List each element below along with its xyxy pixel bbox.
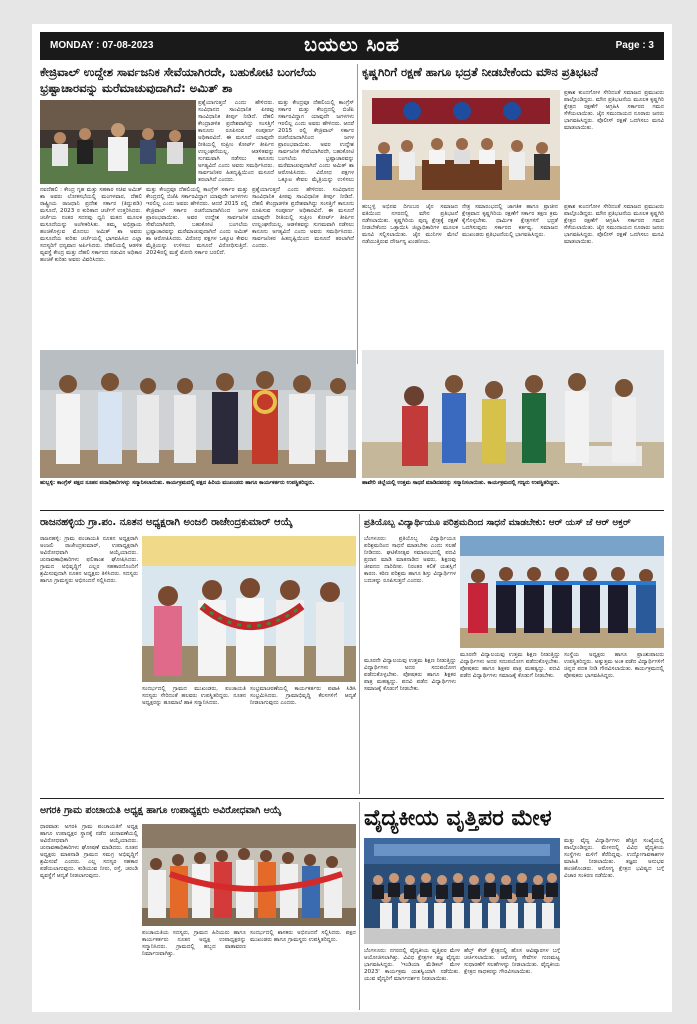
krishnagiri-headline: ಕೃಷ್ಣಗಿರಿಗೆ ರಕ್ಷಣೆ ಹಾಗೂ ಭದ್ರತೆ ನೀಡಬೇಕೆಂದು ಮೌನ ಪ್ರತಿಭಟನೆ bbox=[362, 65, 598, 79]
issue-date: MONDAY : 07-08-2023 bbox=[50, 40, 154, 51]
anjali-photo bbox=[142, 536, 356, 682]
krishnagiri-text-col2: ನೇತ್ರ ಸಮಾರಂಭದಲ್ಲಿ ಜಾಗತಿಕ ಹಾಗೂ ಪ್ರಾಚೀನ ಕ್ಷೇತ್ರವಾದ ಕೃಷ್ಣಗಿರಿಯ ರಕ್ಷಣೆಗೆ ಸರ್ಕಾರ ತಕ್ಷಣ ಕ್ರಮ ಕೈಗೊಳ್ಳಬೇಕು. ಧಾರ್ಮಿಕ ಕ್ಷೇತ್ರಗಳಿಗೆ ಭದ್ರತೆ ಒದಗಿಸುವುದು ಸರ್ಕಾರದ ಕರ್ತವ್ಯ. ಸಮಾಜದ ಮುಖಂಡರು ಪ್ರತಿಭಟನೆಯಲ್ಲಿ ಭಾಗವಹಿಸಿದ್ದರು. bbox=[462, 204, 558, 238]
page-number: Page : 3 bbox=[615, 40, 654, 51]
section-divider-2 bbox=[40, 798, 664, 799]
kejriwal-text-top-2: ಮತ್ತು ಕೇಂದ್ರವೂ ದೆಹಲಿಯಲ್ಲಿ ಕಾಂಗ್ರೆಸ್ ಸರ್ಕಾರ ಮತ್ತು ಕೇಂದ್ರದಲ್ಲಿ ಬಿಜೆಪಿ ಸರ್ಕಾರವಿದ್ದಾಗ ಯಾವುದೇ ಜಗಳಗಳು ಇರಲಿಲ್ಲ ಎಂದು ಅವರು ಹೇಳಿದರು. ಆದರೆ 2015 ರಲ್ಲಿ ಕೇಜ್ರಿವಾಲ್ ಸರ್ಕಾರ ರಚನೆಯಾದಾಗಿನಿಂದ ಜಗಳ ಪ್ರಾರಂಭವಾಯಿತು. ಅವರ ಉದ್ದೇಶ ಸಾರ್ವಜನಿಕ ಸೇವೆಯಾಗಿರದೇ, ಬಹುಕೋಟಿ ಬಂಗಲೆಯ ಭ್ರಷ್ಟಾಚಾರವನ್ನು ಮರೆಮಾಚುವುದಾಗಿದೆ ಎಂದು ಅಮಿತ್ ಶಾ ಆರೋಪಿಸಿದರು. ವಿರೋಧ ಪಕ್ಷಗಳ ಒಕ್ಕೂಟ ಕೇವಲ ಮೈತ್ರಿಯನ್ನು ಉಳಿಸಲು bbox=[278, 100, 354, 183]
agaraki-text-col2: ಪಂಚಾಯತಿಯ ಸದಸ್ಯರು, ಗ್ರಾಮದ ಹಿರಿಯರು ಹಾಗೂ ಕಾರ್ಯಕರ್ತರು ನೂತನ ಅಧ್ಯಕ್ಷ ಉಪಾಧ್ಯಕ್ಷರನ್ನು ಸನ್ಮಾನಿಸಿದರು. ಗ್ರಾಮದಲ್ಲಿ ಹಬ್ಬದ ವಾತಾವರಣ ನಿರ್ಮಾಣವಾಗಿತ್ತು. bbox=[142, 930, 246, 957]
column-divider bbox=[357, 64, 358, 364]
pratibha-photo bbox=[460, 536, 664, 648]
kejriwal-headline: ಕೇಜ್ರಿವಾಲ್ ಉದ್ದೇಶ ಸಾರ್ವಜನಿಕ ಸೇವೆಯಾಗಿರದೇ, ಬಹುಕೋಟಿ ಬಂಗಲೆಯ ಭ್ರಷ್ಟಾಚಾರವನ್ನು ಮರೆಮಾಚುವುದಾಗಿದೆ: ಅಮಿತ್ ಶಾ bbox=[40, 65, 317, 95]
pratibha-text-col1b: ಮೂರನೇ ವಿದ್ಯಾಲಯವು ಉತ್ತಮ ಶಿಕ್ಷಣ ನೀಡುತ್ತಿದ್ದು ವಿದ್ಯಾರ್ಥಿಗಳು ಅದರ ಸದುಪಯೋಗ ಪಡೆದುಕೊಳ್ಳಬೇಕು. ಪೋಷಕರು ಹಾಗೂ ಶಿಕ್ಷಕರ ಪಾತ್ರ ಮಹತ್ವದ್ದು. ಪದವಿ ಪಡೆದ ವಿದ್ಯಾರ್ಥಿಗಳು ಸಮಾಜಕ್ಕೆ ಕೊಡುಗೆ ನೀಡಬೇಕು. bbox=[364, 658, 456, 692]
pratibha-text-col2: ಮೂರನೇ ವಿದ್ಯಾಲಯವು ಉತ್ತಮ ಶಿಕ್ಷಣ ನೀಡುತ್ತಿದ್ದು ವಿದ್ಯಾರ್ಥಿಗಳು ಅದರ ಸದುಪಯೋಗ ಪಡೆದುಕೊಳ್ಳಬೇಕು. ಪೋಷಕರು ಹಾಗೂ ಶಿಕ್ಷಕರ ಪಾತ್ರ ಮಹತ್ವದ್ದು. ಪದವಿ ಪಡೆದ ವಿದ್ಯಾರ್ಥಿಗಳು ಸಮಾಜಕ್ಕೆ ಕೊಡುಗೆ ನೀಡಬೇಕು. bbox=[460, 652, 560, 679]
caption-right: ಹಾವೇರಿ ಜಿಲ್ಲೆಯಲ್ಲಿ ಉತ್ತಮ ಸಾಧನೆ ಮಾಡಿದವರನ್ನು ಸನ್ಮಾನಿಸಲಾಯಿತು. ಕಾರ್ಯಕ್ರಮದಲ್ಲಿ ಗಣ್ಯರು ಉಪಸ್ಥಿತರಿದ್ದರು. bbox=[362, 480, 560, 486]
caption-left: ಹುಬ್ಬಳ್ಳಿ: ಕಾಂಗ್ರೆಸ್ ಪಕ್ಷದ ನೂತನ ಪದಾಧಿಕಾರಿಗಳನ್ನು ಸನ್ಮಾನಿಸಲಾಯಿತು. ಕಾರ್ಯಕ್ರಮದಲ್ಲಿ ಪಕ್ಷದ ಹಿರಿಯ ಮುಖಂಡರು ಹಾಗೂ ಕಾರ್ಯಕರ್ತರು ಉಪಸ್ಥಿತರಿದ್ದರು. bbox=[40, 480, 315, 486]
agaraki-text-col3: ಸಂದರ್ಭದಲ್ಲಿ ಶಾಸಕರು ಅಭಿನಂದನೆ ಸಲ್ಲಿಸಿದರು. ಪಕ್ಷದ ಮುಖಂಡರು ಹಾಗೂ ಗ್ರಾಮಸ್ಥರು ಉಪಸ್ಥಿತರಿದ್ದರು. bbox=[250, 930, 356, 943]
section-divider bbox=[40, 510, 664, 511]
kejriwal-text-top-1: ಪ್ರಶ್ನೆಯಾಗುತ್ತದೆ ಎಂದು ಹೇಳಿದರು. ಸಂವಿಧಾನದ ಸಾಂವಿಧಾನಿಕ ಪೀಠವು ಸಾಂವಿಧಾನಿಕ ತೀರ್ಪು ನೀಡಿದೆ. ದೆಹಲಿ ಕೇಂದ್ರಾಡಳಿತ ಪ್ರದೇಶವಾಗಿದ್ದು ಸಂಸತ್ತಿಗೆ ಕಾನೂನು ರೂಪಿಸುವ ಸಂಪೂರ್ಣ ಅಧಿಕಾರವಿದೆ. ಈ ಮಸೂದೆ ಯಾವುದೇ ರೀತಿಯಲ್ಲಿ ಸುಪ್ರೀಂ ಕೋರ್ಟ್ ತೀರ್ಪಿನ ಉಲ್ಲಂಘನೆಯಲ್ಲ. ಆಡಳಿತವನ್ನು ಸುಗಮವಾಗಿ ನಡೆಸಲು ಕಾನೂನು ಅಗತ್ಯವಿದೆ ಎಂದು ಅವರು ಸಮರ್ಥಿಸಿದರು. ಸಾರ್ವಜನಿಕರ ಹಿತದೃಷ್ಟಿಯಿಂದ ಮಸೂದೆ ತರಲಾಗಿದೆ ಎಂದರು. bbox=[198, 100, 274, 183]
pratibha-text-col3: ಸಂಸ್ಥೆಯ ಅಧ್ಯಕ್ಷರು ಹಾಗೂ ಪ್ರಾಂಶುಪಾಲರು ಉಪಸ್ಥಿತರಿದ್ದರು. ಅತ್ಯುತ್ತಮ ಅಂಕ ಪಡೆದ ವಿದ್ಯಾರ್ಥಿಗಳಿಗೆ ಚಿನ್ನದ ಪದಕ ನೀಡಿ ಗೌರವಿಸಲಾಯಿತು. ಕಾರ್ಯಕ್ರಮದಲ್ಲಿ ಪೋಷಕರು ಭಾಗವಹಿಸಿದ್ದರು. bbox=[564, 652, 664, 679]
anjali-headline: ರಾಜನಹಳ್ಳಿಯ ಗ್ರಾ.ಪಂ. ನೂತನ ಅಧ್ಯಕ್ಷರಾಗಿ ಅಂಜಲಿ ರಾಜೇಂದ್ರಕುಮಾರ್ ಆಯ್ಕೆ bbox=[40, 517, 293, 528]
kejriwal-text-col1: ನವದೆಹಲಿ : ಕೇಂದ್ರ ಗೃಹ ಮತ್ತು ಸಹಕಾರ ಸಚಿವ ಅಮಿತ್ ಶಾ ಅವರು ಲೋಕಸಭೆಯಲ್ಲಿ ಮಂಗಳವಾರ, ದೆಹಲಿ ರಾಷ್ಟ್ರೀಯ ರಾಜಧಾನಿ ಪ್ರದೇಶ ಸರ್ಕಾರ (ತಿದ್ದುಪಡಿ) ಮಸೂದೆ, 2023 ರ ಕುರಿತಾದ ಚರ್ಚೆಗೆ ಉತ್ತರಿಸಿದರು. ಚರ್ಚೆಯ ನಂತರ ಸದನವು ಧ್ವನಿ ಮತದ ಮೂಲಕ ಮಸೂದೆಯನ್ನು ಅಂಗೀಕರಿಸಿತು. ತಮ್ಮ ಅಭಿಪ್ರಾಯ ಹಂಚಿಕೊಳ್ಳುವ ಮೊದಲು ಅಮಿತ್ ಶಾ ಅವರು ಮಸೂದೆಯ ಕುರಿತು ಚರ್ಚೆಯಲ್ಲಿ ಭಾಗವಹಿಸಿದ ಎಲ್ಲಾ ಸದಸ್ಯರಿಗೆ ಧನ್ಯವಾದ ಅರ್ಪಿಸಿದರು. ದೆಹಲಿಯಲ್ಲಿ ಆಡಳಿತ ವ್ಯವಸ್ಥೆ ಕೇಂದ್ರ ಮತ್ತು ದೆಹಲಿ ಸರ್ಕಾರದ ನಡುವಿನ ಅಧಿಕಾರ ಹಂಚಿಕೆ ಕುರಿತು ಅವರು ವಿವರಿಸಿದರು. bbox=[40, 187, 142, 263]
agaraki-photo bbox=[142, 824, 356, 926]
newspaper-page bbox=[32, 24, 672, 1012]
agaraki-headline: ಅಗರಕಿ ಗ್ರಾಮ ಪಂಚಾಯತಿ ಅಧ್ಯಕ್ಷ ಹಾಗೂ ಉಪಾಧ್ಯಕ್ಷರು ಅವಿರೋಧವಾಗಿ ಆಯ್ಕೆ bbox=[40, 805, 282, 816]
anjali-text-col2: ಸಂದರ್ಭದಲ್ಲಿ ಗ್ರಾಮದ ಮುಖಂಡರು, ಪಂಚಾಯತಿ ಸದಸ್ಯರು ಸೇರಿದಂತೆ ಹಲವರು ಉಪಸ್ಥಿತರಿದ್ದರು. ನೂತನ ಅಧ್ಯಕ್ಷರನ್ನು ಹೂಮಾಲೆ ಹಾಕಿ ಸನ್ಮಾನಿಸಿದರು. bbox=[142, 686, 246, 706]
column-divider-3 bbox=[359, 802, 360, 1010]
kejriwal-photo bbox=[40, 100, 196, 184]
krishnagiri-text-col3: ಪ್ರಕಾಶ ಕುಂದಗೋಳ ಸೇರಿದಂತೆ ಸಮಾಜದ ಪ್ರಮುಖರು ಪಾಲ್ಗೊಂಡಿದ್ದರು. ಮೌನ ಪ್ರತಿಭಟನೆಯ ಮೂಲಕ ಕೃಷ್ಣಗಿರಿ ಕ್ಷೇತ್ರದ ರಕ್ಷಣೆಗೆ ಆಗ್ರಹಿಸಿ ಸರ್ಕಾರದ ಗಮನ ಸೆಳೆಯಲಾಯಿತು. ಜೈನ ಸಮುದಾಯದ ನೂರಾರು ಜನರು ಭಾಗವಹಿಸಿದ್ದರು. ಪೊಲೀಸ್ ರಕ್ಷಣೆ ಒದಗಿಸಲು ಮನವಿ ಮಾಡಲಾಯಿತು. bbox=[564, 204, 664, 245]
column-divider-2 bbox=[359, 514, 360, 794]
krishnagiri-photo bbox=[362, 90, 560, 200]
mela-text-col2: ಹೆಲ್ತ್ ಕೇರ್ ಕ್ಷೇತ್ರದಲ್ಲಿ ಹೊಸ ಆವಿಷ್ಕಾರಗಳ ಬಗ್ಗೆ ಚರ್ಚಿಸಲಾಯಿತು. ಆರೋಗ್ಯ ಸೇವೆಗಳ ಗುಣಮಟ್ಟ ಸುಧಾರಣೆಗೆ ಸಲಹೆಗಳನ್ನು ನೀಡಲಾಯಿತು. ವೈದ್ಯಕೀಯ ಕ್ಷೇತ್ರದ ಸಾಧಕರನ್ನು ಗೌರವಿಸಲಾಯಿತು. bbox=[464, 948, 560, 975]
felicitation-photo-left bbox=[40, 350, 356, 478]
pratibha-headline: ಪ್ರತಿಯೊಬ್ಬ ವಿದ್ಯಾರ್ಥಿಯೂ ಪರಿಶ್ರಮದಿಂದ ಸಾಧನೆ ಮಾಡಬೇಕು: ಆರ್ ಯಸ್ ಜೆ ಆರ್ ಅಕ್ತರ್ bbox=[364, 518, 631, 528]
anjali-text-col3: ಸಂಭ್ರಮಾಚರಣೆಯಲ್ಲಿ ಕಾರ್ಯಕರ್ತರು ಪಟಾಕಿ ಸಿಡಿಸಿ ಸಂಭ್ರಮಿಸಿದರು. ಗ್ರಾಮಾಭಿವೃದ್ಧಿ ಕೆಲಸಗಳಿಗೆ ಆದ್ಯತೆ ನೀಡಲಾಗುವುದು ಎಂದರು. bbox=[250, 686, 356, 706]
mela-headline: ವೈದ್ಯಕೀಯ ವೃತ್ತಿಪರ ಮೇಳ bbox=[364, 806, 552, 831]
mela-text-col3: ಮತ್ತು ವೈದ್ಯ ವಿದ್ಯಾರ್ಥಿಗಳು ಹೆಚ್ಚಿನ ಸಂಖ್ಯೆಯಲ್ಲಿ ಪಾಲ್ಗೊಂಡಿದ್ದರು. ಮೇಳದಲ್ಲಿ ವಿವಿಧ ವೈದ್ಯಕೀಯ ಸಂಸ್ಥೆಗಳು ಮಳಿಗೆ ತೆರೆದಿದ್ದವು. ಉದ್ಯೋಗಾವಕಾಶಗಳ ಮಾಹಿತಿ ನೀಡಲಾಯಿತು. ತಜ್ಞರು ಅನುಭವ ಹಂಚಿಕೊಂಡರು. ಆರೋಗ್ಯ ಕ್ಷೇತ್ರದ ಭವಿಷ್ಯದ ಬಗ್ಗೆ ವಿಚಾರ ಸಂಕಿರಣ ನಡೆಯಿತು. bbox=[564, 838, 664, 879]
anjali-text-col1: ರಾಜನಹಳ್ಳಿ: ಗ್ರಾಮ ಪಂಚಾಯತಿ ನೂತನ ಅಧ್ಯಕ್ಷರಾಗಿ ಅಂಜಲಿ ರಾಜೇಂದ್ರಕುಮಾರ್, ಉಪಾಧ್ಯಕ್ಷರಾಗಿ ಅವಿರೋಧವಾಗಿ ಆಯ್ಕೆಯಾದರು. ಚುನಾವಣಾಧಿಕಾರಿಗಳು ಫಲಿತಾಂಶ ಘೋಷಿಸಿದರು. ಗ್ರಾಮದ ಅಭಿವೃದ್ಧಿಗೆ ಎಲ್ಲರ ಸಹಕಾರದೊಂದಿಗೆ ಶ್ರಮಿಸುವುದಾಗಿ ನೂತನ ಅಧ್ಯಕ್ಷರು ತಿಳಿಸಿದರು. ಸದಸ್ಯರು ಹಾಗೂ ಗ್ರಾಮಸ್ಥರು ಅಭಿನಂದನೆ ಸಲ್ಲಿಸಿದರು. bbox=[40, 536, 138, 584]
pratibha-text-col1: ಬೆಂಗಳೂರು: ಪ್ರತಿಯೊಬ್ಬ ವಿದ್ಯಾರ್ಥಿಯೂ ಪರಿಶ್ರಮದಿಂದ ಸಾಧನೆ ಮಾಡಬೇಕು ಎಂದು ಸಲಹೆ ನೀಡಿದರು. ಘಟಿಕೋತ್ಸವ ಸಮಾರಂಭದಲ್ಲಿ ಪದವಿ ಪ್ರದಾನ ಮಾಡಿ ಮಾತನಾಡಿದ ಅವರು, ಶಿಕ್ಷಣವು ಜೀವನದ ದಾರಿದೀಪ. ನಿರಂತರ ಕಲಿಕೆ ಯಶಸ್ಸಿಗೆ ಕಾರಣ. ಕಠಿಣ ಪರಿಶ್ರಮ ಹಾಗೂ ಶಿಸ್ತು ವಿದ್ಯಾರ್ಥಿಗಳ ಬದುಕನ್ನು ರೂಪಿಸುತ್ತದೆ ಎಂದರು. bbox=[364, 536, 456, 584]
agaraki-text-col1: ಧಾರವಾಡ: ಅಗರಕಿ ಗ್ರಾಮ ಪಂಚಾಯತಿಗೆ ಅಧ್ಯಕ್ಷ ಹಾಗೂ ಉಪಾಧ್ಯಕ್ಷರ ಸ್ಥಾನಕ್ಕೆ ನಡೆದ ಚುನಾವಣೆಯಲ್ಲಿ ಅವಿರೋಧವಾಗಿ ಆಯ್ಕೆಯಾದರು. ಚುನಾವಣಾಧಿಕಾರಿಗಳು ಘೋಷಣೆ ಮಾಡಿದರು. ನೂತನ ಅಧ್ಯಕ್ಷರು ಮಾತನಾಡಿ ಗ್ರಾಮದ ಸಮಗ್ರ ಅಭಿವೃದ್ಧಿಗೆ ಶ್ರಮಿಸುವೆ ಎಂದರು. ಎಲ್ಲ ಸದಸ್ಯರ ಸಹಕಾರ ಪಡೆಯಲಾಗುವುದು. ಕುಡಿಯುವ ನೀರು, ರಸ್ತೆ, ಚರಂಡಿ ವ್ಯವಸ್ಥೆಗೆ ಆದ್ಯತೆ ನೀಡಲಾಗುವುದು. bbox=[40, 824, 138, 879]
masthead bbox=[40, 32, 664, 60]
krishnagiri-text-side: ಪ್ರಕಾಶ ಕುಂದಗೋಳ ಸೇರಿದಂತೆ ಸಮಾಜದ ಪ್ರಮುಖರು ಪಾಲ್ಗೊಂಡಿದ್ದರು. ಮೌನ ಪ್ರತಿಭಟನೆಯ ಮೂಲಕ ಕೃಷ್ಣಗಿರಿ ಕ್ಷೇತ್ರದ ರಕ್ಷಣೆಗೆ ಆಗ್ರಹಿಸಿ ಸರ್ಕಾರದ ಗಮನ ಸೆಳೆಯಲಾಯಿತು. ಜೈನ ಸಮುದಾಯದ ನೂರಾರು ಜನರು ಭಾಗವಹಿಸಿದ್ದರು. ಪೊಲೀಸ್ ರಕ್ಷಣೆ ಒದಗಿಸಲು ಮನವಿ ಮಾಡಲಾಯಿತು. bbox=[564, 90, 664, 131]
krishnagiri-text-col1: ಹುಬ್ಬಳ್ಳಿ ಅಭಿನವ ದಿಗಂಬರ ಜೈನ ಸಮಾಜದ ವತಿಯಿಂದ ನಗರದಲ್ಲಿ ಮೌನ ಪ್ರತಿಭಟನೆ ನಡೆಸಲಾಯಿತು. ಕೃಷ್ಣಗಿರಿಯ ಪುಣ್ಯ ಕ್ಷೇತ್ರಕ್ಕೆ ರಕ್ಷಣೆ ನೀಡಬೇಕೆಂದು ಒತ್ತಾಯಿಸಿ ಜಿಲ್ಲಾಧಿಕಾರಿಗಳ ಮೂಲಕ ಮನವಿ ಸಲ್ಲಿಸಲಾಯಿತು. ಜೈನ ಮುನಿಗಳ ಮೇಲೆ ನಡೆಯುತ್ತಿರುವ ದೌರ್ಜನ್ಯ ಖಂಡನೀಯ. bbox=[362, 204, 458, 245]
mela-text-col1: ಬೆಂಗಳೂರು: ನಗರದಲ್ಲಿ ವೈದ್ಯಕೀಯ ವೃತ್ತಿಪರ ಮೇಳ ಆಯೋಜಿಸಲಾಗಿತ್ತು. ವಿವಿಧ ಕ್ಷೇತ್ರಗಳ ತಜ್ಞ ವೈದ್ಯರು ಭಾಗವಹಿಸಿದ್ದರು. 'ಇಂಡಿಯಾ ಮೆಡಿಕಲ್ ಮೇಳ 2023' ಕಾರ್ಯಕ್ರಮ ಯಶಸ್ವಿಯಾಗಿ ನಡೆಯಿತು. ಯುವ ವೈದ್ಯರಿಗೆ ಮಾರ್ಗದರ್ಶನ ನೀಡಲಾಯಿತು. bbox=[364, 948, 460, 982]
felicitation-photo-right bbox=[362, 350, 664, 478]
kejriwal-text-col3: ಪ್ರಶ್ನೆಯಾಗುತ್ತದೆ ಎಂದು ಹೇಳಿದರು. ಸಂವಿಧಾನದ ಸಾಂವಿಧಾನಿಕ ಪೀಠವು ಸಾಂವಿಧಾನಿಕ ತೀರ್ಪು ನೀಡಿದೆ. ದೆಹಲಿ ಕೇಂದ್ರಾಡಳಿತ ಪ್ರದೇಶವಾಗಿದ್ದು ಸಂಸತ್ತಿಗೆ ಕಾನೂನು ರೂಪಿಸುವ ಸಂಪೂರ್ಣ ಅಧಿಕಾರವಿದೆ. ಈ ಮಸೂದೆ ಯಾವುದೇ ರೀತಿಯಲ್ಲಿ ಸುಪ್ರೀಂ ಕೋರ್ಟ್ ತೀರ್ಪಿನ ಉಲ್ಲಂಘನೆಯಲ್ಲ. ಆಡಳಿತವನ್ನು ಸುಗಮವಾಗಿ ನಡೆಸಲು ಕಾನೂನು ಅಗತ್ಯವಿದೆ ಎಂದು ಅವರು ಸಮರ್ಥಿಸಿದರು. ಸಾರ್ವಜನಿಕರ ಹಿತದೃಷ್ಟಿಯಿಂದ ಮಸೂದೆ ತರಲಾಗಿದೆ ಎಂದರು. bbox=[252, 187, 354, 249]
newspaper-title: ಬಯಲು ಸಿಂಹ bbox=[304, 34, 400, 56]
kejriwal-text-col2: ಮತ್ತು ಕೇಂದ್ರವೂ ದೆಹಲಿಯಲ್ಲಿ ಕಾಂಗ್ರೆಸ್ ಸರ್ಕಾರ ಮತ್ತು ಕೇಂದ್ರದಲ್ಲಿ ಬಿಜೆಪಿ ಸರ್ಕಾರವಿದ್ದಾಗ ಯಾವುದೇ ಜಗಳಗಳು ಇರಲಿಲ್ಲ ಎಂದು ಅವರು ಹೇಳಿದರು. ಆದರೆ 2015 ರಲ್ಲಿ ಕೇಜ್ರಿವಾಲ್ ಸರ್ಕಾರ ರಚನೆಯಾದಾಗಿನಿಂದ ಜಗಳ ಪ್ರಾರಂಭವಾಯಿತು. ಅವರ ಉದ್ದೇಶ ಸಾರ್ವಜನಿಕ ಸೇವೆಯಾಗಿರದೇ, ಬಹುಕೋಟಿ ಬಂಗಲೆಯ ಭ್ರಷ್ಟಾಚಾರವನ್ನು ಮರೆಮಾಚುವುದಾಗಿದೆ ಎಂದು ಅಮಿತ್ ಶಾ ಆರೋಪಿಸಿದರು. ವಿರೋಧ ಪಕ್ಷಗಳ ಒಕ್ಕೂಟ ಕೇವಲ ಮೈತ್ರಿಯನ್ನು ಉಳಿಸಲು ಮಸೂದೆ ವಿರೋಧಿಸುತ್ತಿದೆ. 2024ರಲ್ಲಿ ಮತ್ತೆ ಮೋದಿ ಸರ್ಕಾರ ಬರಲಿದೆ. bbox=[146, 187, 248, 256]
mela-photo bbox=[364, 838, 560, 944]
